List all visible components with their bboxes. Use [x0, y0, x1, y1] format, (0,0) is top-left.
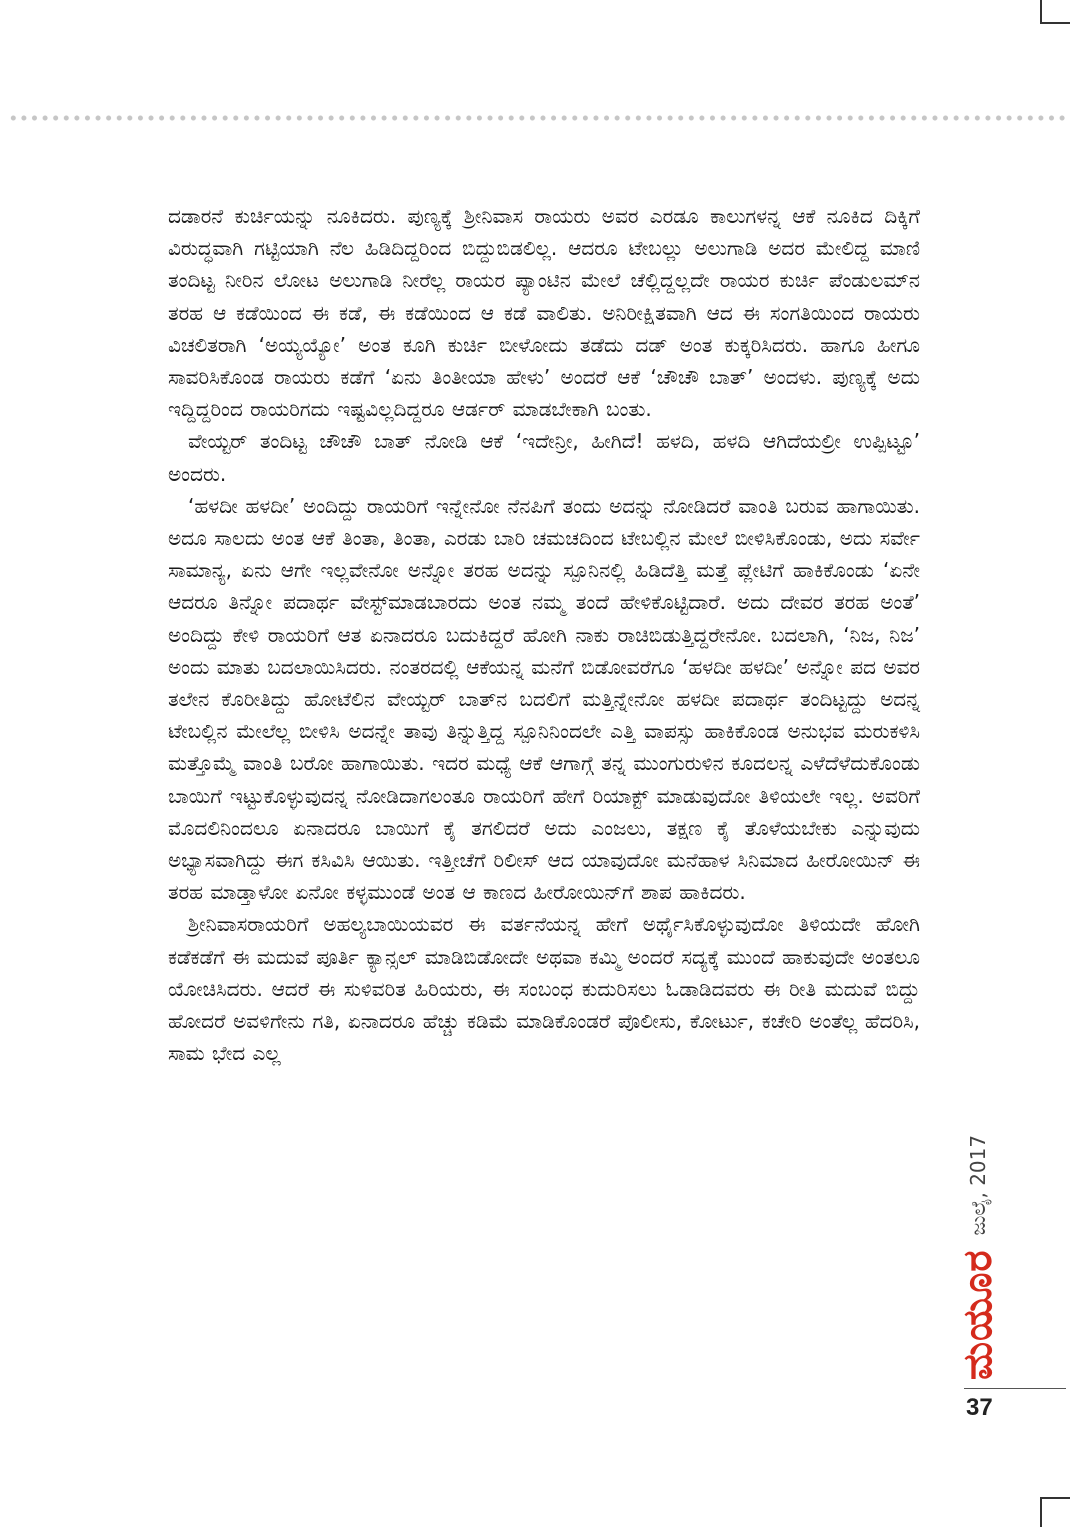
issue-date: ಜುಲೈ, 2017 [966, 1134, 990, 1236]
crop-mark-top [1040, 0, 1070, 24]
article-body [168, 200, 920, 1069]
magazine-name: ಮಯೂರ [955, 1249, 1001, 1380]
page-footer-vertical [938, 1130, 1018, 1380]
crop-mark-bottom [1040, 1497, 1070, 1527]
page-number: 37 [966, 1394, 993, 1421]
paragraph-2: ವೇಯ್ಟರ್ ತಂದಿಟ್ಟ ಚೌಚೌ ಬಾತ್ ನೋಡಿ ಆಕೆ ‘ಇದೇನ್ರೀ, ಹೀಗಿದೆ! ಹಳದಿ, ಹಳದಿ ಆಗಿದೆಯಲ್ರೀ ಉಪ್ಪಿಟ್ಟೂ’ ಅಂದರು. [168, 429, 920, 486]
footer-rotated-group [938, 1130, 1018, 1380]
paragraph-4: ಶ್ರೀನಿವಾಸರಾಯರಿಗೆ ಅಹಲ್ಯಬಾಯಿಯವರ ಈ ವರ್ತನೆಯನ್ನ ಹೇಗೆ ಅರ್ಥೈಸಿಕೊಳ್ಳುವುದೋ ತಿಳಿಯದೇ ಹೋಗಿ ಕಡೆಕಡೆಗೆ ಈ ಮದುವೆ ಪೂರ್ತಿ ಕ್ಯಾನ್ಸಲ್ ಮಾಡಿಬಿಡೋದೇ ಅಥವಾ ಕಮ್ಮಿ ಅಂದರೆ ಸದ್ಯಕ್ಕೆ ಮುಂದೆ ಹಾಕುವುದೇ ಅಂತಲೂ ಯೋಚಿಸಿದರು. ಆದರೆ ಈ ಸುಳಿವರಿತ ಹಿರಿಯರು, ಈ ಸಂಬಂಧ ಕುದುರಿಸಲು ಓಡಾಡಿದವರು ಈ ರೀತಿ ಮದುವೆ ಬಿದ್ದು ಹೋದರೆ ಅವಳಿಗೇನು ಗತಿ, ಏನಾದರೂ ಹೆಚ್ಚು ಕಡಿಮೆ ಮಾಡಿಕೊಂಡರೆ ಪೊಲೀಸು, ಕೋರ್ಟು, ಕಚೇರಿ ಅಂತೆಲ್ಲ ಹೆದರಿಸಿ, ಸಾಮ ಭೇದ ಎಲ್ಲ [168, 912, 920, 1066]
footer-rule [964, 1388, 1066, 1389]
paragraph-3: ‘ಹಳದೀ ಹಳದೀ’ ಅಂದಿದ್ದು ರಾಯರಿಗೆ ಇನ್ನೇನೋ ನೆನಪಿಗೆ ತಂದು ಅದನ್ನು ನೋಡಿದರೆ ವಾಂತಿ ಬರುವ ಹಾಗಾಯಿತು. ಅದೂ ಸಾಲದು ಅಂತ ಆಕೆ ತಿಂತಾ, ತಿಂತಾ, ಎರಡು ಬಾರಿ ಚಮಚದಿಂದ ಟೇಬಲ್ಲಿನ ಮೇಲೆ ಬೀಳಿಸಿಕೊಂಡು, ಅದು ಸರ್ವೇ ಸಾಮಾನ್ಯ, ಏನು ಆಗೇ ಇಲ್ಲವೇನೋ ಅನ್ನೋ ತರಹ ಅದನ್ನು ಸ್ಪೂನಿನಲ್ಲಿ ಹಿಡಿದೆತ್ತಿ ಮತ್ತೆ ಪ್ಲೇಟಿಗೆ ಹಾಕಿಕೊಂಡು ‘ಏನೇ ಆದರೂ ತಿನ್ನೋ ಪದಾರ್ಥ ವೇಸ್ಟ್‌ಮಾಡಬಾರದು ಅಂತ ನಮ್ಮ ತಂದೆ ಹೇಳಿಕೊಟ್ಟಿದಾರೆ. ಅದು ದೇವರ ತರಹ ಅಂತೆ’ ಅಂದಿದ್ದು ಕೇಳಿ ರಾಯರಿಗೆ ಆತ ಏನಾದರೂ ಬದುಕಿದ್ದರೆ ಹೋಗಿ ನಾಕು ರಾಚಿಬಿಡುತ್ತಿದ್ದರೇನೋ. ಬದಲಾಗಿ, ‘ನಿಜ, ನಿಜ’ ಅಂದು ಮಾತು ಬದಲಾಯಿಸಿದರು. ನಂತರದಲ್ಲಿ ಆಕೆಯನ್ನ ಮನೆಗೆ ಬಿಡೋವರೆಗೂ ‘ಹಳದೀ ಹಳದೀ’ ಅನ್ನೋ ಪದ ಅವರ ತಲೇನ ಕೊರೀತಿದ್ದು ಹೋಟೆಲಿನ ವೇಯ್ಟರ್ ಬಾತ್‌ನ ಬದಲಿಗೆ ಮತ್ತಿನ್ನೇನೋ ಹಳದೀ ಪದಾರ್ಥ ತಂದಿಟ್ಟದ್ದು ಅದನ್ನ ಟೇಬಲ್ಲಿನ ಮೇಲೆಲ್ಲ ಬೀಳಿಸಿ ಅದನ್ನೇ ತಾವು ತಿನ್ನುತ್ತಿದ್ದ ಸ್ಪೂನಿನಿಂದಲೇ ಎತ್ತಿ ವಾಪಸ್ಸು ಹಾಕಿಕೊಂಡ ಅನುಭವ ಮರುಕಳಿಸಿ ಮತ್ತೊಮ್ಮೆ ವಾಂತಿ ಬರೋ ಹಾಗಾಯಿತು. ಇದರ ಮಧ್ಯೆ ಆಕೆ ಆಗಾಗ್ಗೆ ತನ್ನ ಮುಂಗುರುಳಿನ ಕೂದಲನ್ನ ಎಳೆದೆಳೆದುಕೊಂಡು ಬಾಯಿಗೆ ಇಟ್ಟುಕೊಳ್ಳುವುದನ್ನ ನೋಡಿದಾಗಲಂತೂ ರಾಯರಿಗೆ ಹೇಗೆ ರಿಯಾಕ್ಟ್ ಮಾಡುವುದೋ ತಿಳಿಯಲೇ ಇಲ್ಲ. ಅವರಿಗೆ ಮೊದಲಿನಿಂದಲೂ ಏನಾದರೂ ಬಾಯಿಗೆ ಕೈ ತಗಲಿದರೆ ಅದು ಎಂಜಲು, ತಕ್ಷಣ ಕೈ ತೊಳೆಯಬೇಕು ಎನ್ನುವುದು ಅಭ್ಯಾಸವಾಗಿದ್ದು ಈಗ ಕಸಿವಿಸಿ ಆಯಿತು. ಇತ್ತೀಚೆಗೆ ರಿಲೀಸ್ ಆದ ಯಾವುದೋ ಮನೆಹಾಳ ಸಿನಿಮಾದ ಹೀರೋಯಿನ್ ಈ ತರಹ ಮಾಡ್ತಾಳೋ ಏನೋ ಕಳ್ಳಮುಂಡೆ ಅಂತ ಆ ಕಾಣದ ಹೀರೋಯಿನ್‌ಗೆ ಶಾಪ ಹಾಕಿದರು. [168, 493, 921, 905]
paragraph-1: ದಡಾರನೆ ಕುರ್ಚಿಯನ್ನು ನೂಕಿದರು. ಪುಣ್ಯಕ್ಕೆ ಶ್ರೀನಿವಾಸ ರಾಯರು ಅವರ ಎರಡೂ ಕಾಲುಗಳನ್ನ ಆಕೆ ನೂಕಿದ ದಿಕ್ಕಿಗೆ ವಿರುದ್ಧವಾಗಿ ಗಟ್ಟಿಯಾಗಿ ನೆಲ ಹಿಡಿದಿದ್ದರಿಂದ ಬಿದ್ದುಬಿಡಲಿಲ್ಲ. ಆದರೂ ಟೇಬಲ್ಲು ಅಲುಗಾಡಿ ಅದರ ಮೇಲಿದ್ದ ಮಾಣಿ ತಂದಿಟ್ಟ ನೀರಿನ ಲೋಟ ಅಲುಗಾಡಿ ನೀರೆಲ್ಲ ರಾಯರ ಪ್ಯಾಂಟಿನ ಮೇಲೆ ಚೆಲ್ಲಿದ್ದಲ್ಲದೇ ರಾಯರ ಕುರ್ಚಿ ಪೆಂಡುಲಮ್‌ನ ತರಹ ಆ ಕಡೆಯಿಂದ ಈ ಕಡೆ, ಈ ಕಡೆಯಿಂದ ಆ ಕಡೆ ವಾಲಿತು. ಅನಿರೀಕ್ಷಿತವಾಗಿ ಆದ ಈ ಸಂಗತಿಯಿಂದ ರಾಯರು ವಿಚಲಿತರಾಗಿ ‘ಅಯ್ಯಯ್ಯೋ’ ಅಂತ ಕೂಗಿ ಕುರ್ಚಿ ಬೀಳೋದು ತಡೆದು ದಡ್ ಅಂತ ಕುಕ್ಕರಿಸಿದರು. ಹಾಗೂ ಹೀಗೂ ಸಾವರಿಸಿಕೊಂಡ ರಾಯರು ಕಡೆಗೆ ‘ಏನು ತಿಂತೀಯಾ ಹೇಳು’ ಅಂದರೆ ಆಕೆ ‘ಚೌಚೌ ಬಾತ್’ ಅಂದಳು. ಪುಣ್ಯಕ್ಕೆ ಅದು ಇದ್ದಿದ್ದರಿಂದ ರಾಯರಿಗದು ಇಷ್ಟವಿಲ್ಲದಿದ್ದರೂ ಆರ್ಡರ್ ಮಾಡಬೇಕಾಗಿ ಬಂತು. [168, 204, 920, 422]
dotted-separator [8, 114, 1066, 122]
